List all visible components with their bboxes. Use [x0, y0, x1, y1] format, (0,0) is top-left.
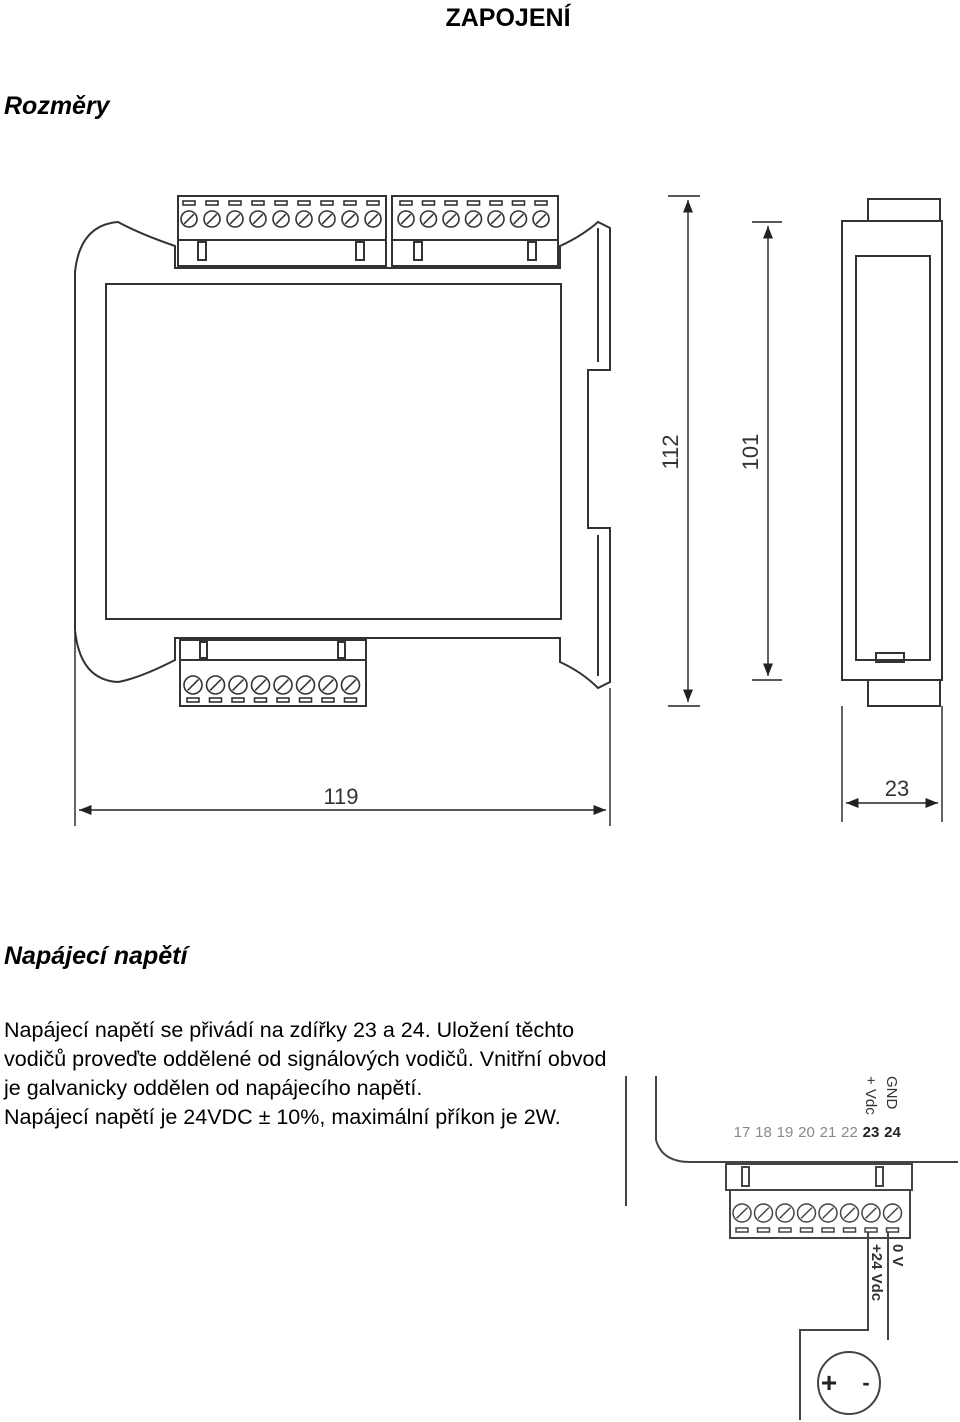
terminal-slot — [844, 1228, 856, 1232]
supply-description — [4, 1016, 614, 1132]
terminal-number-23: 23 — [862, 1124, 880, 1141]
terminal-number-19: 19 — [776, 1124, 794, 1141]
terminal-number-row — [734, 1124, 902, 1141]
terminal-slot — [887, 1228, 899, 1232]
terminal-number-20: 20 — [798, 1124, 815, 1141]
dimension-label-height-total: 112 — [658, 434, 683, 470]
supply-paragraph-2: Napájecí napětí je 24VDC ± 10%, maximální příkon je 2W. — [4, 1105, 561, 1129]
terminal-slot — [865, 1228, 877, 1232]
terminal-slot — [779, 1228, 791, 1232]
terminal-label-gnd: GND — [883, 1076, 900, 1110]
wire-label-plus-24vdc: +24 Vdc — [868, 1244, 885, 1302]
source-minus-sign: - — [862, 1370, 870, 1395]
dimension-label-depth: 23 — [884, 776, 910, 801]
source-plus-sign: + — [820, 1367, 838, 1398]
terminal-slot — [822, 1228, 834, 1232]
terminal-slot — [736, 1228, 748, 1232]
wire-label-0v: 0 V — [889, 1244, 906, 1267]
section-heading-supply: Napájecí napětí — [4, 942, 188, 970]
terminal-number-24: 24 — [884, 1124, 901, 1141]
supply-paragraph-1: Napájecí napětí se přivádí na zdířky 23 a 24. Uložení těchto vodičů proveďte oddělené od signálových vodičů. Vnitřní obvod je galvanicky oddělen od napájecího napětí. — [4, 1018, 607, 1100]
section-heading-dimensions: Rozměry — [4, 92, 110, 120]
wiring-terminal-screws — [733, 1204, 902, 1232]
page-title: ZAPOJENÍ — [445, 4, 571, 32]
terminal-slot — [758, 1228, 770, 1232]
dimension-label-height-body: 101 — [738, 433, 763, 471]
terminal-number-17: 17 — [733, 1124, 751, 1141]
terminal-number-18: 18 — [755, 1124, 772, 1141]
terminal-label-plus-vdc: + Vdc — [862, 1076, 879, 1115]
terminal-number-22: 22 — [841, 1124, 858, 1141]
terminal-slot — [801, 1228, 813, 1232]
dimension-label-width: 119 — [323, 784, 359, 809]
terminal-number-21: 21 — [819, 1124, 837, 1141]
